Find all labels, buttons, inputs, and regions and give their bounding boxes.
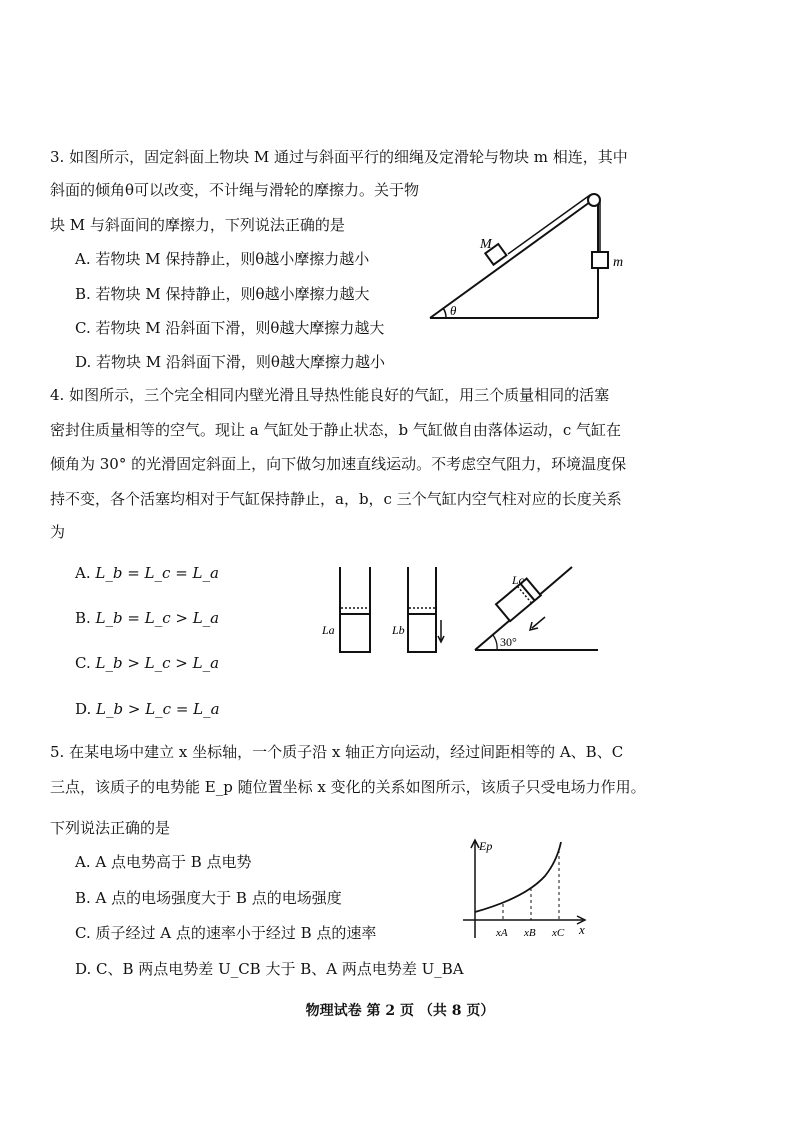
q5-option-d: D. C、B 两点电势差 U_CB 大于 B、A 两点电势差 U_BA — [75, 960, 464, 978]
q5-option-a: A. A 点电势高于 B 点电势 — [75, 853, 252, 871]
q5-line-1: 5. 在某电场中建立 x 坐标轴，一个质子沿 x 轴正方向运动，经过间距相等的 A、B、C — [50, 743, 624, 761]
cylinder-a — [321, 567, 370, 652]
q4-option-a-relation: L_b = L_c = L_a — [95, 564, 219, 582]
incline-pulley-figure — [420, 188, 640, 328]
q4-line-2: 密封住质量相等的空气。现让 a 气缸处于静止状态，b 气缸做自由落体运动，c 气缸在 — [50, 421, 622, 439]
slide-arrow-icon — [532, 617, 545, 628]
rope-incline — [508, 195, 590, 254]
page-footer: 物理试卷 第 2 页 （共 8 页） — [305, 1003, 495, 1019]
q4-option-d-relation: L_b > L_c = L_a — [96, 700, 220, 718]
label-Lb: Lb — [392, 623, 405, 637]
label-x: x — [579, 922, 585, 937]
q4-option-c-relation: L_b > L_c > L_a — [95, 654, 220, 672]
q4-option-c-letter: C. — [75, 654, 91, 672]
label-M: M — [480, 237, 492, 252]
label-xB: xB — [524, 927, 536, 939]
q4-option-b-letter: B. — [75, 609, 91, 627]
q4-option-b-relation: L_b = L_c > L_a — [95, 609, 220, 627]
label-30deg: 30° — [500, 635, 517, 649]
q4-line-3: 倾角为 30° 的光滑固定斜面上，向下做匀加速直线运动。不考虑空气阻力，环境温度保 — [50, 455, 627, 473]
q3-line-1: 3. 如图所示，固定斜面上物块 M 通过与斜面平行的细绳及定滑轮与物块 m 相连，其中 — [50, 148, 628, 166]
theta-arc — [443, 308, 446, 318]
q4-option-d-letter: D. — [75, 700, 92, 718]
q3-option-c: C. 若物块 M 沿斜面下滑，则θ越大摩擦力越大 — [75, 319, 385, 337]
label-xC: xC — [552, 927, 565, 939]
q4-line-5: 为 — [50, 523, 66, 541]
label-m: m — [613, 255, 624, 270]
q4-option-d — [75, 699, 220, 719]
label-Ep: Ep — [479, 839, 493, 853]
q3-option-b: B. 若物块 M 保持静止，则θ越小摩擦力越大 — [75, 285, 370, 303]
label-La: La — [322, 623, 335, 637]
q3-line-2: 斜面的倾角θ可以改变，不计绳与滑轮的摩擦力。关于物 — [50, 181, 420, 199]
q3-line-3: 块 M 与斜面间的摩擦力，下列说法正确的是 — [50, 216, 345, 234]
q4-line-4: 持不变，各个活塞均相对于气缸保持静止，a，b，c 三个气缸内空气柱对应的长度关系 — [50, 490, 622, 508]
q4-option-a-letter: A. — [75, 564, 91, 582]
q4-line-1: 4. 如图所示，三个完全相同内壁光滑且导热性能良好的气缸，用三个质量相同的活塞 — [50, 386, 610, 404]
label-Lc: Lc — [512, 573, 524, 587]
q4-option-a — [75, 563, 219, 583]
potential-energy-graph — [455, 836, 595, 946]
q3-option-d: D. 若物块 M 沿斜面下滑，则θ越大摩擦力越小 — [75, 353, 385, 371]
q4-option-b — [75, 608, 219, 628]
cylinders-figure — [310, 562, 600, 662]
cylinder-b — [391, 567, 444, 652]
q5-line-2: 三点，该质子的电势能 E_p 随位置坐标 x 变化的关系如图所示，该质子只受电场力作用。 — [50, 778, 646, 796]
q5-option-b: B. A 点的电场强度大于 B 点的电场强度 — [75, 889, 342, 907]
cylinder-c-incline — [475, 567, 598, 650]
incline-slope — [430, 202, 590, 318]
block-m — [592, 252, 608, 268]
q5-line-3: 下列说法正确的是 — [50, 819, 171, 837]
q5-option-c: C. 质子经过 A 点的速率小于经过 B 点的速率 — [75, 924, 377, 942]
label-xA: xA — [496, 927, 508, 939]
q4-option-c — [75, 653, 219, 673]
q3-option-a: A. 若物块 M 保持静止，则θ越小摩擦力越小 — [75, 250, 370, 268]
label-theta: θ — [450, 303, 457, 318]
